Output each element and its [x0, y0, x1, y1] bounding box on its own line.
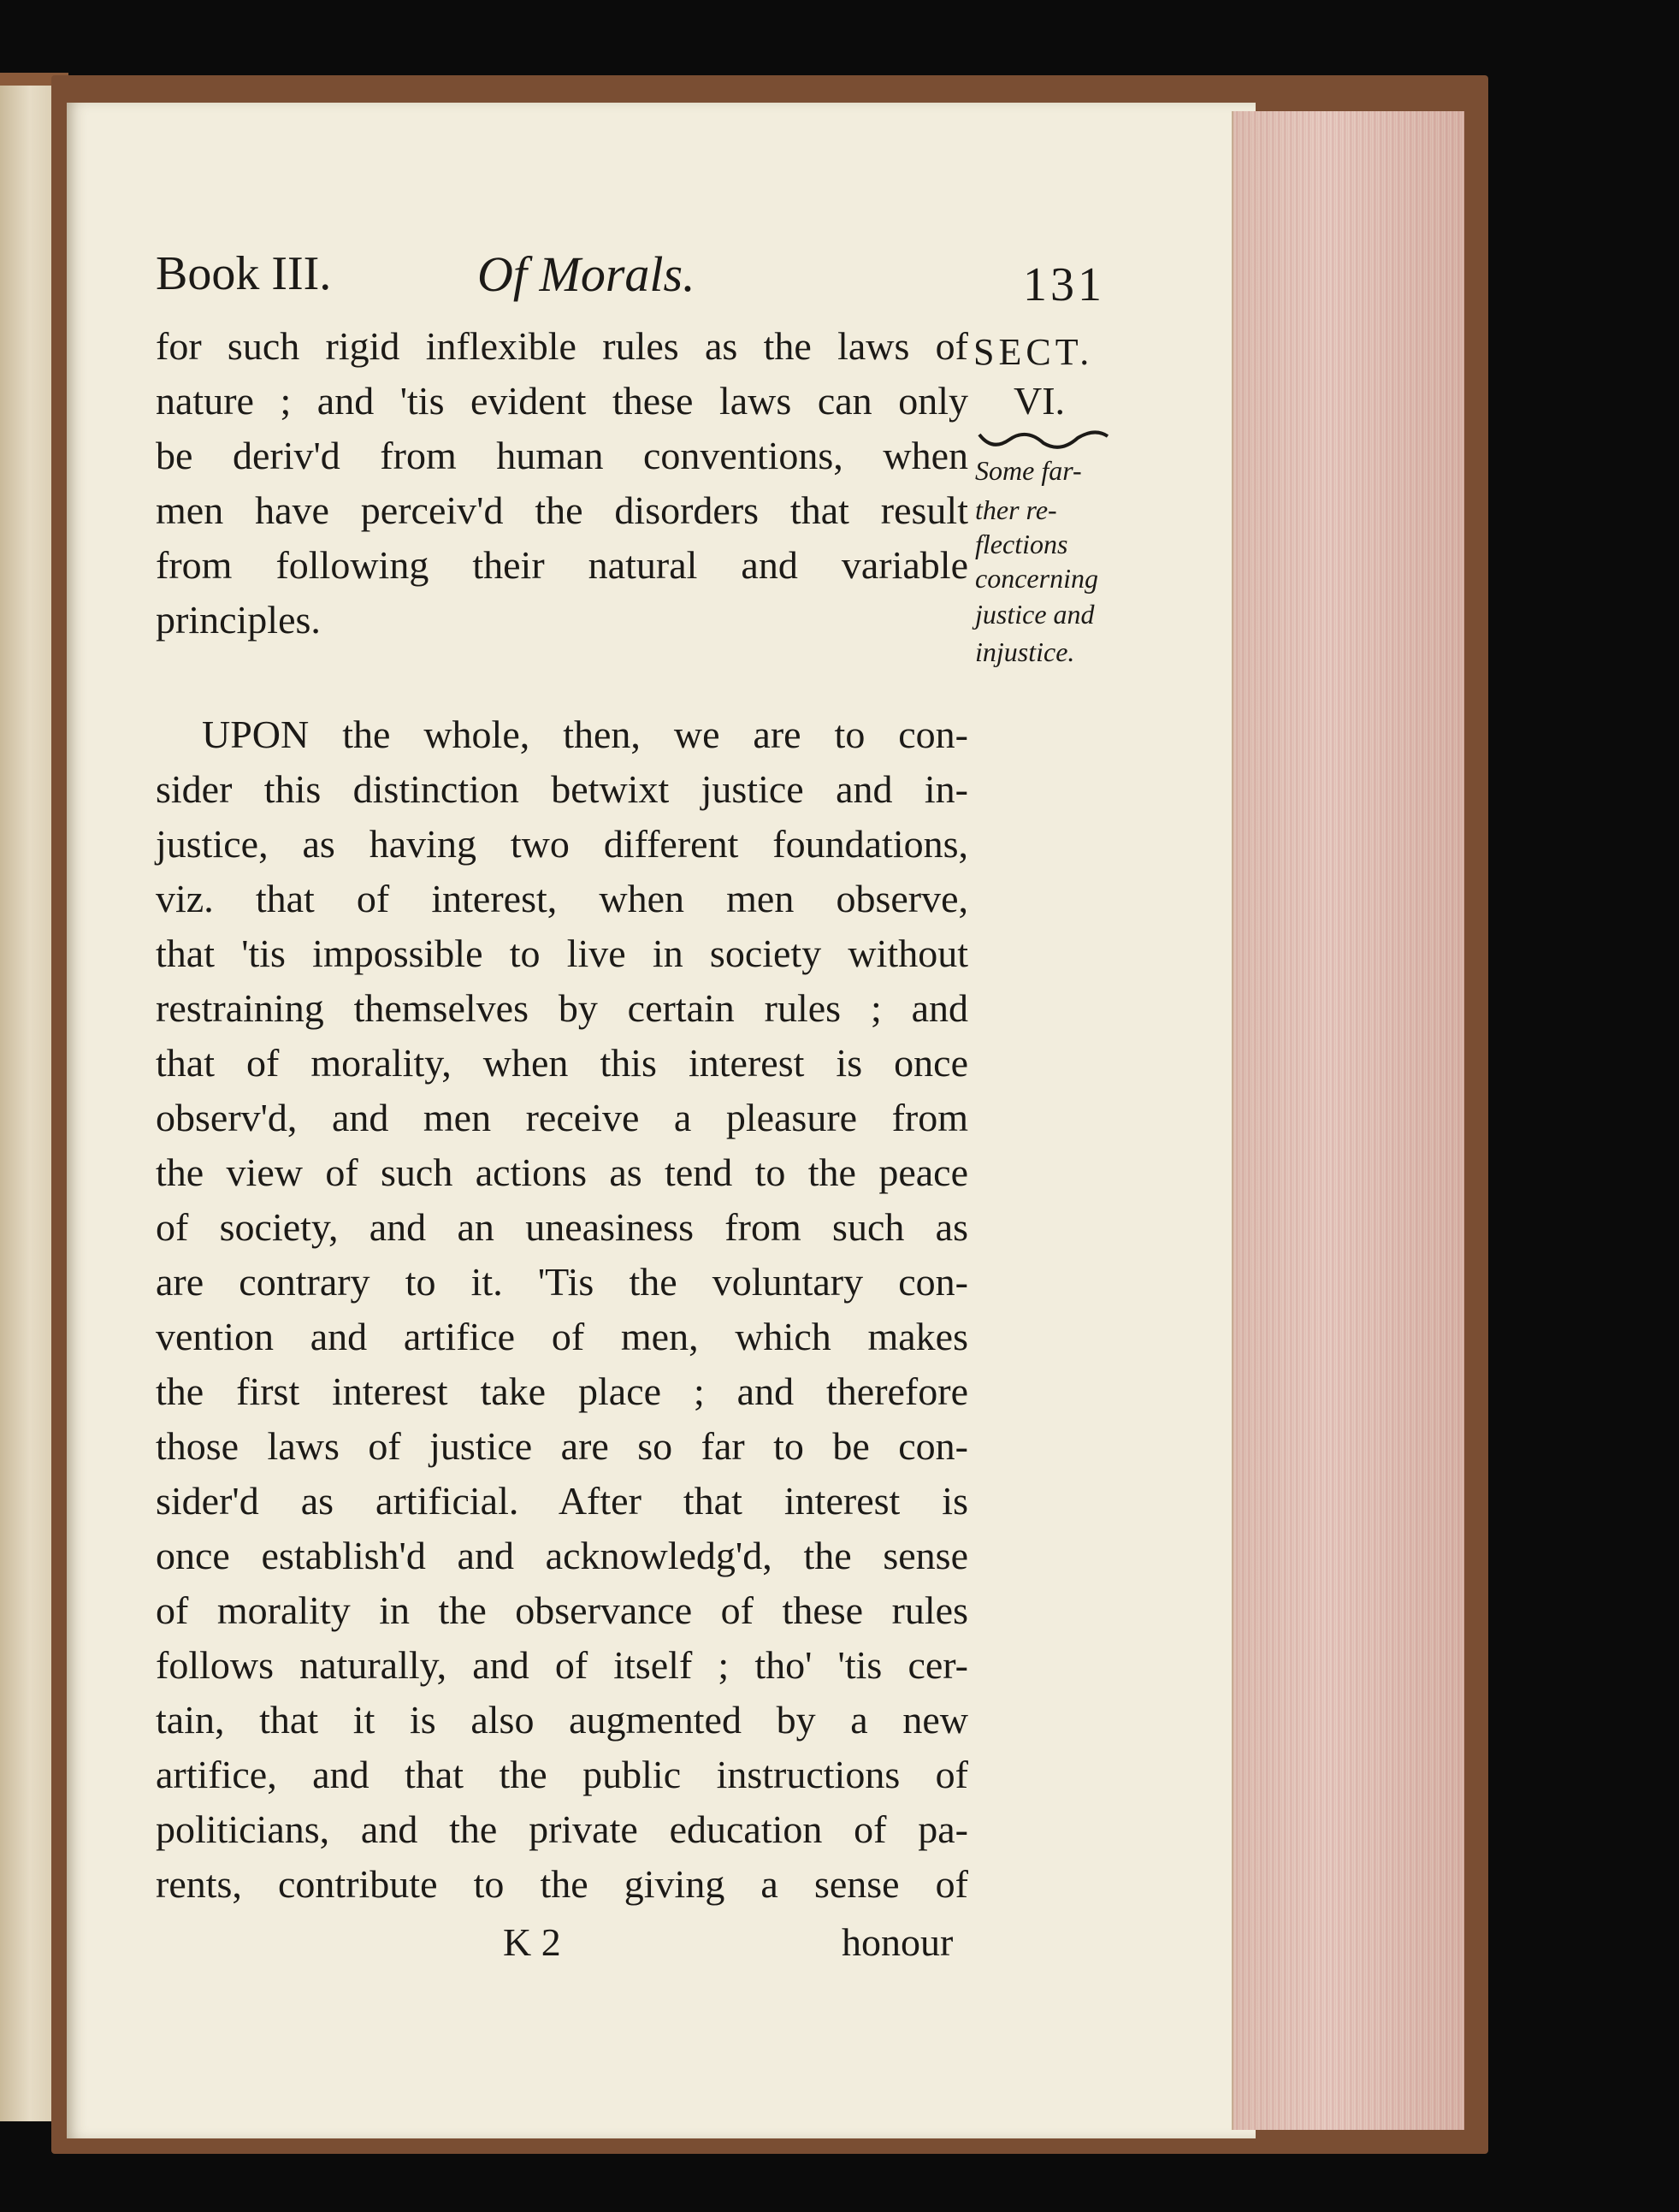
text-line: rents, contribute to the giving a sense of	[156, 1862, 968, 1906]
margin-note-line: justice and	[975, 599, 1095, 630]
text-line: vention and artifice of men, which makes	[156, 1315, 968, 1358]
text-line: justice, as having two different foundations,	[156, 822, 968, 866]
text-line: the view of such actions as tend to the peace	[156, 1150, 968, 1194]
text-line: restraining themselves by certain rules ; and	[156, 986, 968, 1030]
signature-mark: K 2	[503, 1920, 561, 1964]
margin-note-line: injustice.	[975, 636, 1075, 667]
text-line: sider'd as artificial. After that interest is	[156, 1479, 968, 1523]
margin-note-line: Some far-	[975, 455, 1082, 486]
text-line: viz. that of interest, when men observe,	[156, 877, 968, 920]
ornamental-brace	[975, 428, 1112, 453]
page-number: 131	[1023, 258, 1105, 311]
text-line: principles.	[156, 598, 321, 642]
text-line: once establish'd and acknowledg'd, the sense	[156, 1534, 968, 1577]
text-line: from following their natural and variable	[156, 543, 968, 587]
text-line: for such rigid inflexible rules as the laws of	[156, 324, 968, 368]
running-head-book: Book III.	[156, 247, 332, 300]
text-line: of society, and an uneasiness from such as	[156, 1205, 968, 1249]
running-head-title: Of Morals.	[477, 246, 695, 302]
text-line: artifice, and that the public instructions of	[156, 1753, 968, 1796]
margin-note-line: ther re-	[975, 494, 1057, 525]
section-number: VI.	[1014, 379, 1066, 423]
text-line: of morality in the observance of these rules	[156, 1588, 968, 1632]
text-line: nature ; and 'tis evident these laws can only	[156, 379, 968, 423]
text-line: be deriv'd from human conventions, when	[156, 434, 968, 477]
text-line: that 'tis impossible to live in society without	[156, 932, 968, 975]
section-label: SECT.	[973, 331, 1094, 373]
text-line: observ'd, and men receive a pleasure from	[156, 1096, 968, 1139]
catchword: honour	[842, 1920, 954, 1964]
text-line: are contrary to it. 'Tis the voluntary con-	[156, 1260, 968, 1304]
margin-note-line: flections	[975, 529, 1068, 559]
text-line: men have perceiv'd the disorders that result	[156, 488, 968, 532]
text-line: politicians, and the private education of pa-	[156, 1807, 968, 1851]
text-line: tain, that it is also augmented by a new	[156, 1698, 968, 1742]
margin-note-line: concerning	[975, 563, 1098, 594]
text-line: sider this distinction betwixt justice and in-	[156, 767, 968, 811]
text-line: those laws of justice are so far to be con-	[156, 1424, 968, 1468]
text-line: UPON the whole, then, we are to con-	[202, 713, 968, 756]
text-line: the first interest take place ; and therefore	[156, 1369, 968, 1413]
text-line: that of morality, when this interest is once	[156, 1041, 968, 1085]
text-line: follows naturally, and of itself ; tho' 'tis cer-	[156, 1643, 968, 1687]
page-edges	[1232, 111, 1464, 2130]
